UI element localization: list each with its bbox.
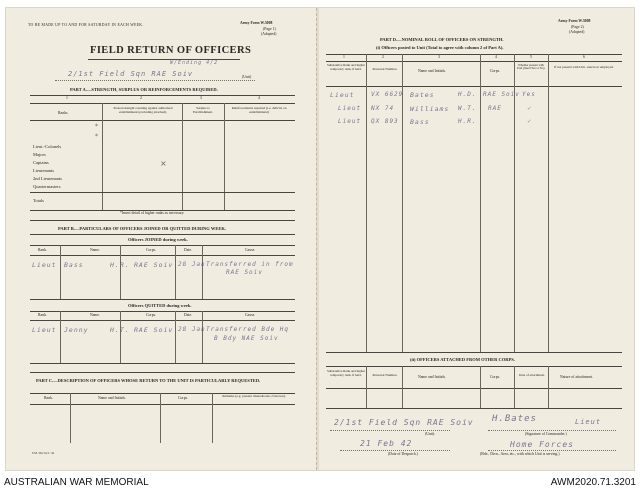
asterisk-mark: *: [95, 123, 98, 130]
ii-vline-3: [480, 366, 481, 408]
joined-bottom-rule: [30, 299, 295, 300]
part-a-vline-1: [102, 103, 103, 211]
d-row3-number-hw: QX 893: [371, 118, 399, 125]
d-head-name: Name and Initials.: [418, 69, 446, 73]
part-a-head-rule: [30, 120, 295, 121]
part-d-num-rule: [326, 61, 622, 62]
joined-initials-hw: H.R.: [110, 261, 130, 269]
d-col1-num: 1: [343, 55, 345, 59]
quitted-head-rule: [30, 320, 295, 321]
joined-vline-2: [120, 245, 121, 299]
unit-handwriting: 2/1st Field Sqn RAE Soiv: [68, 70, 194, 78]
rank-captains: Captains: [33, 160, 49, 165]
ii-vline-1: [366, 366, 367, 408]
d-row2-name-hw: Williams: [410, 105, 450, 113]
part-a-reinf-head: Reinforcements required (i.e. deficits on establishment): [231, 106, 287, 114]
d-head-rank: Substantive Rank and higher temporary rank, if held.: [327, 63, 365, 71]
part-a-vline-2: [182, 103, 183, 211]
ii-head-date: Date of attachment.: [519, 373, 545, 377]
despatch-date: 21 Feb 42: [360, 439, 413, 448]
left-adapted: (Adapted): [261, 32, 277, 36]
d-vline-1: [366, 54, 367, 352]
d-head-number: Personal Number.: [372, 67, 398, 71]
footer-institution: AUSTRALIAN WAR MEMORIAL: [4, 477, 149, 488]
joined-col-name: Name.: [90, 248, 101, 252]
d-col5-num: 5: [530, 55, 532, 59]
quitted-col-date: Date.: [184, 313, 193, 317]
quitted-title: Officers QUITTED during week.: [128, 303, 192, 308]
part-c-title: PART C.—DESCRIPTION OF OFFICERS WHOSE RETURN TO THE UNIT IS PARTICULARLY REQUESTED.: [36, 378, 261, 383]
part-a-vline-3: [224, 103, 225, 211]
d-row2-initials-hw: W.T.: [458, 105, 477, 112]
d-col4-num: 4: [495, 55, 497, 59]
part-a-ranks-head: Ranks.: [58, 111, 69, 115]
d-row3-initials-hw: H.R.: [458, 118, 477, 125]
joined-rank-hw: Lieut: [32, 261, 57, 269]
joined-rule: [30, 245, 295, 246]
d-col3-num: 3: [438, 55, 440, 59]
part-b-top-rule: [30, 220, 295, 221]
part-c-col-remarks: Remarks (e.g. present whereabouts, if known).: [222, 394, 286, 398]
part-a-totals-rule: [30, 192, 295, 193]
ii-vline-5: [548, 366, 549, 408]
part-d-top-rule: [326, 54, 622, 55]
ii-head-rule: [326, 388, 622, 389]
part-a-posted-head: Posted strength counting against authorised establishment (excluding attached).: [113, 106, 173, 114]
ii-head-rank: Substantive Rank and higher temporary rank, if held.: [327, 369, 365, 377]
ii-head-number: Personal Number.: [372, 373, 398, 377]
d-row2-number-hw: NX 74: [371, 105, 395, 112]
unit-label: (Unit): [242, 75, 252, 79]
quitted-vline-1: [60, 311, 61, 363]
quitted-bottom-rule: [30, 363, 295, 364]
unit-line-right: [330, 430, 450, 431]
part-d-sub-ii: (ii) OFFICERS ATTACHED FROM OTHER CORPS.: [410, 357, 515, 362]
ii-head-name: Name and Initials.: [418, 375, 446, 379]
part-c-vline-1: [70, 393, 71, 443]
unit-handwriting-right: 2/1st Field Sqn RAE Soiv: [334, 418, 474, 427]
rank-lieutenants: Lieutenants: [33, 168, 54, 173]
date-label: (Date of Despatch.): [388, 452, 418, 456]
part-a-col4-num: 4: [258, 96, 260, 100]
quitted-rank-hw: Lieut: [32, 326, 57, 334]
quitted-date-hw: 28 Jan: [178, 326, 206, 333]
d-row2-rank-hw: Lieut: [338, 105, 362, 112]
signature-line: [488, 430, 616, 431]
d-row1-rank-hw: Lieut: [330, 91, 355, 99]
joined-head-rule: [30, 255, 295, 256]
unit-line: [55, 80, 255, 81]
part-b-title-rule: [30, 234, 295, 235]
d-head-employed: If not present with Unit, state how employed.: [554, 65, 614, 69]
joined-title: Officers JOINED during week.: [128, 237, 188, 242]
d-row2-corps-hw: RAE: [488, 105, 502, 112]
rank-2nd-lieutenants: 2nd Lieutenants: [33, 176, 62, 181]
quitted-vline-3: [175, 311, 176, 363]
joined-corps-hw: RAE Soiv: [134, 261, 174, 269]
asterisk-mark: *: [95, 133, 98, 140]
quitted-name-hw: Jenny: [64, 326, 89, 334]
d-row1-corps-hw: RAE Soiv: [483, 91, 520, 98]
quitted-col-corps: Corps.: [146, 313, 157, 317]
part-a-surplus-head: Surplus to Establishment.: [192, 106, 214, 114]
station-line: [488, 450, 616, 451]
quitted-col-rank: Rank.: [38, 313, 47, 317]
left-header-instruction: TO BE MADE UP TO AND FOR SATURDAY IN EACH WEEK.: [28, 23, 144, 27]
d-vline-2: [402, 54, 403, 352]
part-a-col1-num: 1: [66, 96, 68, 100]
joined-cause-hw: Transferred in from: [206, 261, 294, 268]
quitted-corps-hw: RAE Soiv: [134, 326, 174, 334]
part-c-col-rank: Rank.: [44, 396, 53, 400]
d-head-corps: Corps.: [490, 69, 501, 73]
footer-accession-number: AWM2020.71.3201: [550, 477, 636, 488]
part-a-footnote: *Insert detail of higher ranks as necessary.: [120, 211, 185, 215]
d-row1-number-hw: VX 6629: [371, 91, 404, 98]
joined-vline-4: [202, 245, 203, 299]
joined-name-hw: Bass: [64, 261, 84, 269]
quitted-col-cause: Cause.: [245, 313, 256, 317]
ii-vline-4: [514, 366, 515, 408]
part-a-col3-num: 3: [200, 96, 202, 100]
ii-top-rule: [326, 366, 622, 367]
d-head-present: Whether present with Unit (insert Yes or No).: [516, 63, 546, 71]
part-d-bottom-rule: [326, 352, 622, 353]
d-col6-num: 6: [583, 55, 585, 59]
ii-head-corps: Corps.: [490, 375, 501, 379]
part-c-vline-3: [212, 393, 213, 443]
joined-col-corps: Corps.: [146, 248, 157, 252]
part-c-vline-2: [160, 393, 161, 443]
ii-head-nature: Nature of attachment.: [560, 375, 593, 379]
signature-label: (Signature of Commander.): [525, 432, 567, 436]
part-c-col-corps: Corps.: [178, 396, 189, 400]
ii-bottom-rule: [326, 408, 622, 409]
joined-col-cause: Cause.: [245, 248, 256, 252]
quitted-initials-hw: H.T.: [110, 326, 130, 334]
quitted-cause-hw: Transferred Bde Hq: [206, 326, 290, 333]
ii-vline-2: [402, 366, 403, 408]
signature-rank: Lieut: [575, 418, 602, 426]
joined-col-date: Date.: [184, 248, 193, 252]
rank-lieut-colonels: Lieut.-Colonels: [33, 144, 62, 149]
quitted-vline-2: [120, 311, 121, 363]
station-label: (Bde., Divn., Area, etc., with which Unit is serving.): [480, 452, 560, 456]
part-d-title: PART D.—NOMINAL ROLL OF OFFICERS ON STRENGTH.: [380, 37, 504, 42]
quitted-col-name: Name.: [90, 313, 101, 317]
part-c-top-rule: [30, 372, 295, 373]
station-handwriting: Home Forces: [510, 440, 574, 449]
d-row3-rank-hw: Lieut: [338, 118, 362, 125]
part-a-title: PART A.—STRENGTH, SURPLUS OR REINFORCEMENTS REQUIRED.: [70, 87, 218, 92]
page-title: FIELD RETURN OF OFFICERS: [90, 45, 252, 56]
d-row3-name-hw: Bass: [410, 118, 430, 126]
d-row1-present-hw: Yes: [522, 91, 536, 98]
quitted-cause-hw-2: B Bdy NAE Soiv: [214, 335, 279, 342]
joined-col-rank: Rank.: [38, 248, 47, 252]
joined-cause-hw-2: RAE Soiv: [226, 269, 263, 276]
left-form-number: Army Form W.3008: [240, 21, 273, 25]
part-a-top-rule: [30, 95, 295, 96]
joined-vline-1: [60, 245, 61, 299]
archive-footer: [0, 474, 640, 491]
part-a-num-rule: [30, 103, 295, 104]
d-row2-present-hw: ✓: [527, 105, 532, 112]
d-row3-present-hw: ✓: [527, 118, 532, 125]
quitted-vline-4: [202, 311, 203, 363]
d-row1-name-hw: Bates: [410, 91, 435, 99]
d-vline-4: [514, 54, 515, 352]
d-vline-5: [548, 54, 549, 352]
tick-mark: ×: [160, 159, 167, 168]
part-c-col-name: Name and Initials.: [98, 396, 126, 400]
unit-label-right: (Unit).: [425, 432, 436, 436]
part-d-head-rule: [326, 86, 622, 87]
part-d-sub-i: (i) Officers posted to Unit (Total to agree with column 2 of Part A).: [376, 45, 504, 50]
fold-line: [316, 8, 319, 470]
right-adapted: (Adapted): [569, 30, 585, 34]
rank-majors: Majors: [33, 152, 46, 157]
week-ending-handwriting: W/Ending 4/2: [170, 60, 219, 66]
d-vline-3: [480, 54, 481, 352]
printer-note: 6 M. 30a 54.3 / 42: [32, 451, 55, 455]
joined-vline-3: [175, 245, 176, 299]
date-line: [340, 450, 450, 451]
part-b-title: PART B.—PARTICULARS OF OFFICERS JOINED OR QUITTED DURING WEEK.: [58, 226, 226, 231]
left-page-number: (Page 1): [263, 27, 276, 31]
part-a-col2-num: 2: [140, 96, 142, 100]
totals-label: Totals: [33, 198, 44, 203]
rank-quartermasters: Quartermasters: [33, 184, 61, 189]
d-col2-num: 2: [382, 55, 384, 59]
d-row1-initials-hw: H.D.: [458, 91, 477, 98]
right-form-number: Army Form W.3008: [558, 19, 591, 23]
joined-date-hw: 28 Jan: [178, 261, 206, 268]
right-page-number: (Page 2): [571, 25, 584, 29]
quitted-rule: [30, 311, 295, 312]
signature: H.Bates: [492, 414, 537, 424]
